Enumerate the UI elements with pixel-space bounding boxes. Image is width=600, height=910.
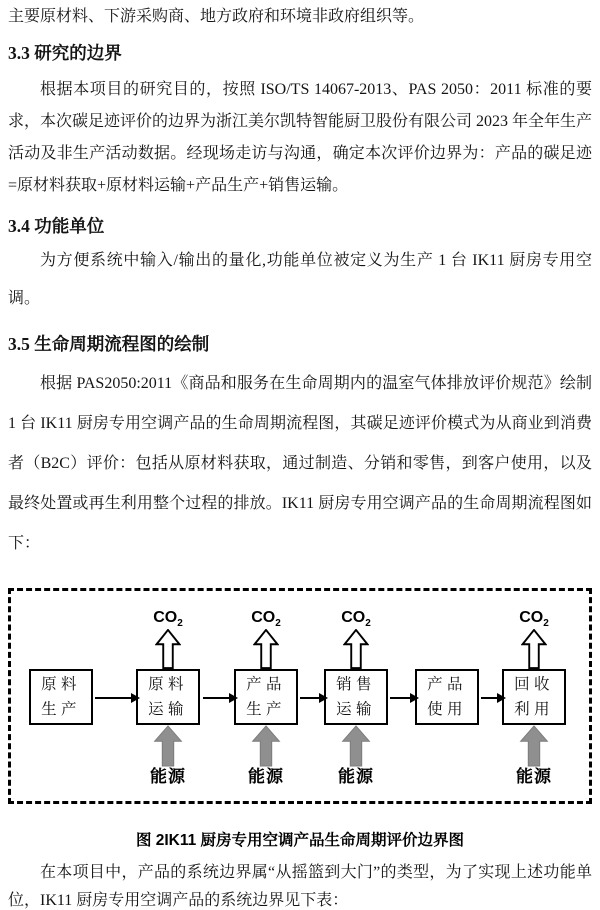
energy-input-arrow-icon [341,725,371,767]
flow-arrow-icon [300,697,319,699]
section-3-4-paragraph: 为方便系统中输入/输出的量化,功能单位被定义为生产 1 台 IK11 厨房专用空调。 [8,252,592,307]
co2-label: $CO_2$ [341,609,371,630]
stage-label-line1: 产品 [246,676,286,693]
section-heading-3-4: 3.4 功能单位 [8,216,105,236]
stage-column-recycling [494,607,574,786]
co2-emission-arrow-icon [521,629,547,669]
stage-label-line2: 生产 [246,701,286,718]
stage-label-line2: 使用 [427,701,467,718]
co2-emission-arrow-icon [253,629,279,669]
stage-box [324,669,388,725]
stage-label-line2: 运输 [148,701,188,718]
co2-label: $CO_2$ [519,609,549,630]
energy-input-arrow-icon [251,725,281,767]
co2-label: $CO_2$ [153,609,183,630]
stage-label-line1: 原料 [41,676,81,693]
stage-label-line1: 回收 [514,676,554,693]
flow-arrow-icon [390,697,410,699]
stage-label-line1: 原料 [148,676,188,693]
intro-line: 主要原材料、下游采购商、地方政府和环境非政府组织等。 [8,8,425,25]
energy-label: 能源 [248,767,284,786]
energy-label: 能源 [516,767,552,786]
stage-label-line1: 销售 [336,676,376,693]
stage-box [29,669,93,725]
stage-box [136,669,200,725]
lifecycle-boundary-diagram [8,588,592,804]
energy-label: 能源 [150,767,186,786]
stage-box [502,669,566,725]
co2-emission-arrow-icon [343,629,369,669]
section-heading-3-5: 3.5 生命周期流程图的绘制 [8,334,210,354]
stage-label-line2: 利用 [514,701,554,718]
energy-input-arrow-icon [519,725,549,767]
stage-label-line2: 运输 [336,701,376,718]
co2-label: $CO_2$ [251,609,281,630]
closing-paragraph: 在本项目中，产品的系统边界属“从摇篮到大门”的类型，为了实现上述功能单位，IK11 厨房专用空调产品的系统边界见下表： [8,864,592,909]
section-heading-3-3: 3.3 研究的边界 [8,43,122,63]
stage-column-product-use [407,607,487,786]
stage-box [415,669,479,725]
stage-box [234,669,298,725]
stage-column-raw-material-production [21,607,101,786]
stage-label-line1: 产品 [427,676,467,693]
stage-column-product-production [226,607,306,786]
energy-input-arrow-icon [153,725,183,767]
flow-arrow-icon [95,697,131,699]
co2-emission-arrow-icon [155,629,181,669]
section-3-3-paragraph: 根据本项目的研究目的，按照 ISO/TS 14067-2013、PAS 2050：2011 标准的要求，本次碳足迹评价的边界为浙江美尔凯特智能厨卫股份有限公司 2023 年全年生产活动及非生产活动数据。经现场走访与沟通，确定本次评价边界为：产品的碳足迹=原材料获取+原材料运输+产品生产+销售运输。 [8,81,593,194]
section-3-5-paragraph: 根据 PAS2050:2011《商品和服务在生命周期内的温室气体排放评价规范》绘制 1 台 IK11 厨房专用空调产品的生命周期流程图，其碳足迹评价模式为从商业到消费者（B2C）评价：包括从原材料获取，通过制造、分销和零售，到客户使用，以及最终处置或再生利用整个过程的排放。IK11 厨房专用空调产品的生命周期流程图如下： [8,375,592,552]
energy-label: 能源 [338,767,374,786]
stage-label-line2: 生产 [41,701,81,718]
flow-arrow-icon [481,697,497,699]
flow-arrow-icon [203,697,229,699]
stage-column-sales-transport [316,607,396,786]
stage-column-raw-material-transport [128,607,208,786]
figure-caption: 图 2IK11 厨房专用空调产品生命周期评价边界图 [135,832,465,849]
